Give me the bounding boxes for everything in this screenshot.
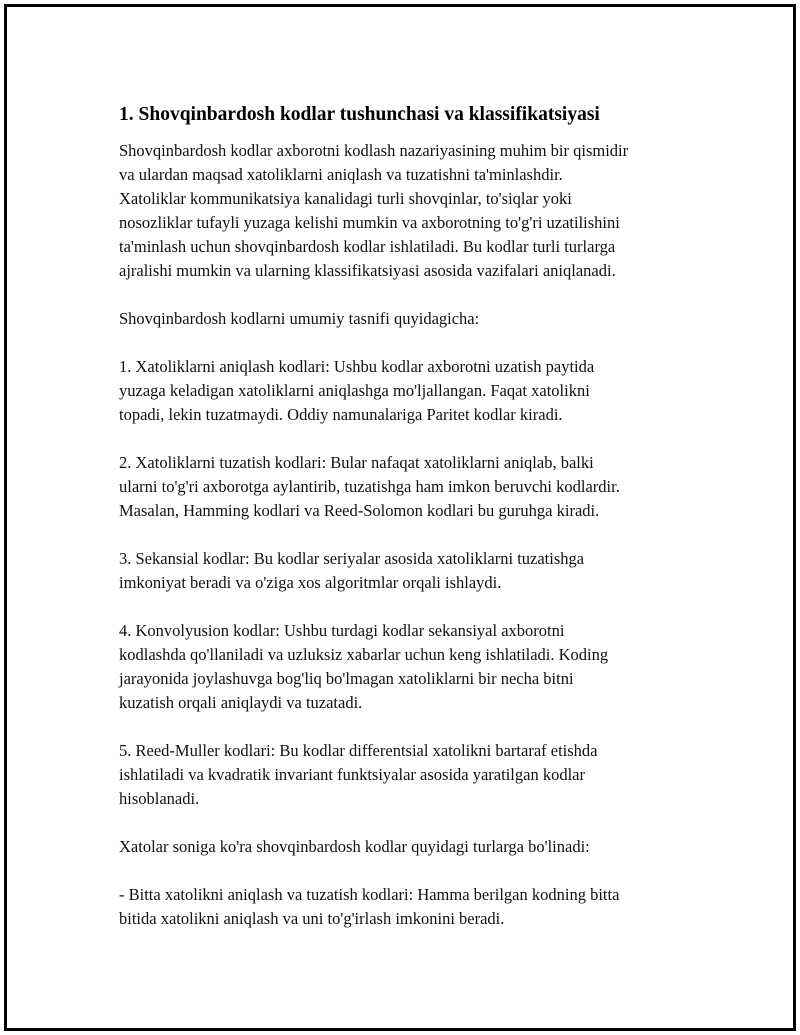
page-frame <box>4 4 796 1031</box>
document-body <box>119 103 699 931</box>
classification-intro-paragraph: Shovqinbardosh kodlarni umumiy tasnifi quyidagicha: <box>119 309 480 328</box>
error-correction-codes-paragraph: 2. Xatoliklarni tuzatish kodlari: Bular nafaqat xatoliklarni aniqlab, balki ularni to'g'ri axborotga aylantirib, tuzatishga ham imkon beruvchi kodlardir. Masalan, Hamming kodlari va Reed-Solomon kodlari bu guruhga kiradi. <box>119 453 620 520</box>
intro-paragraph: Shovqinbardosh kodlar axborotni kodlash nazariyasining muhim bir qismidir va ulardan maqsad xatoliklarni aniqlash va tuzatishni ta'minlashdir. Xatoliklar kommunikatsiya kanalidagi turli shovqinlar, to'siqlar yoki nosozliklar tufayli yuzaga kelishi mumkin va axborotning to'g'ri uzatilishini ta'minlash uchun shovqinbardosh kodlar ishlatiladi. Bu kodlar turli turlarga ajralishi mumkin va ularning klassifikatsiyasi asosida vazifalari aniqlanadi. <box>119 141 629 280</box>
single-error-codes-paragraph: - Bitta xatolikni aniqlash va tuzatish kodlari: Hamma berilgan kodning bitta bitida xatolikni aniqlash va uni to'g'irlash imkonini beradi. <box>119 885 620 928</box>
reed-muller-codes-paragraph: 5. Reed-Muller kodlari: Bu kodlar differentsial xatolikni bartaraf etishda ishlatiladi va kvadratik invariant funktsiyalar asosida yaratilgan kodlar hisoblanadi. <box>119 741 598 808</box>
error-detection-codes-paragraph: 1. Xatoliklarni aniqlash kodlari: Ushbu kodlar axborotni uzatish paytida yuzaga keladigan xatoliklarni aniqlashga mo'ljallangan. Faqat xatolikni topadi, lekin tuzatmaydi. Oddiy namunalariga Paritet kodlar kiradi. <box>119 357 595 424</box>
sequential-codes-paragraph: 3. Sekansial kodlar: Bu kodlar seriyalar asosida xatoliklarni tuzatishga imkoniyat beradi va o'ziga xos algoritmlar orqali ishlaydi. <box>119 549 585 592</box>
convolutional-codes-paragraph: 4. Konvolyusion kodlar: Ushbu turdagi kodlar sekansiyal axborotni kodlashda qo'llaniladi va uzluksiz xabarlar uchun keng ishlatiladi. Koding jarayonida joylashuvga bog'liq bo'lmagan xatoliklarni bir necha bitni kuzatish orqali aniqlaydi va tuzatadi. <box>119 621 609 712</box>
error-count-intro-paragraph: Xatolar soniga ko'ra shovqinbardosh kodlar quyidagi turlarga bo'linadi: <box>119 837 590 856</box>
section-heading: 1. Shovqinbardosh kodlar tushunchasi va klassifikatsiyasi <box>119 104 600 125</box>
